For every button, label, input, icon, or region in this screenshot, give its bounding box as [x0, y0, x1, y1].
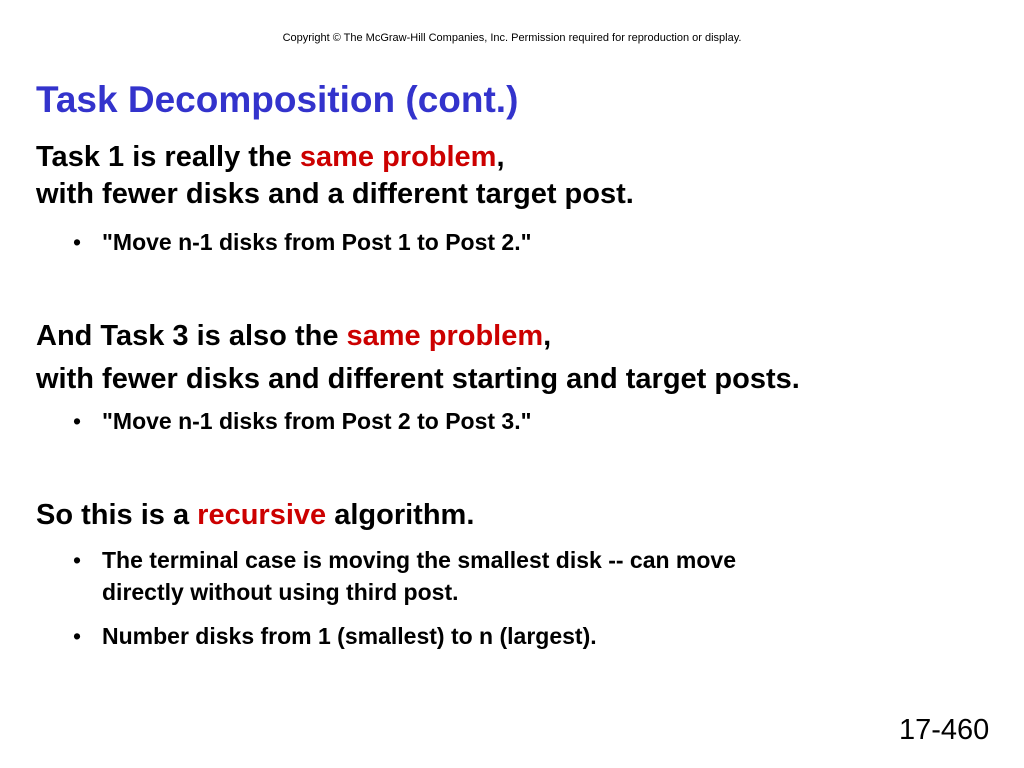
section-1-text: Task 1 is really the — [36, 141, 300, 173]
section-3-text: So this is a — [36, 499, 198, 531]
bullet-text: "Move n-1 disks from Post 1 to Post 2." — [102, 229, 532, 255]
section-3-line-1 — [36, 497, 474, 533]
section-3-bullet-2 — [73, 620, 597, 652]
bullet-text: "Move n-1 disks from Post 2 to Post 3." — [102, 408, 532, 434]
section-2-bullet-1 — [73, 405, 532, 437]
section-2-line-1 — [36, 318, 551, 354]
section-3-text-end: algorithm. — [326, 499, 475, 531]
section-3-highlight: recursive — [197, 499, 327, 531]
section-2-line-2: with fewer disks and different starting and target posts. — [36, 363, 800, 395]
section-1-bullet-1 — [73, 226, 532, 258]
bullet-text-line-2: directly without using third post. — [102, 579, 459, 605]
slide-title: Task Decomposition (cont.) — [36, 79, 519, 120]
section-1-highlight: same problem — [299, 141, 497, 173]
section-2-text-end: , — [543, 320, 552, 352]
bullet-glyph: • — [73, 229, 82, 255]
section-1-line-1 — [36, 139, 505, 175]
section-1-line-2: with fewer disks and a different target post. — [36, 178, 634, 210]
bullet-glyph: • — [73, 547, 82, 573]
bullet-glyph: • — [73, 623, 82, 649]
bullet-glyph: • — [73, 408, 82, 434]
section-1-text-end: , — [496, 141, 505, 173]
section-3-bullet-1 — [73, 544, 736, 608]
slide-number: 17-460 — [899, 714, 990, 746]
section-2-highlight: same problem — [346, 320, 544, 352]
copyright-notice: Copyright © The McGraw-Hill Companies, Inc. Permission required for reproduction or display. — [282, 32, 742, 44]
bullet-text-line-1: The terminal case is moving the smallest disk -- can move — [102, 547, 737, 573]
bullet-text: Number disks from 1 (smallest) to n (largest). — [102, 623, 597, 649]
section-2-text: And Task 3 is also the — [36, 320, 347, 352]
